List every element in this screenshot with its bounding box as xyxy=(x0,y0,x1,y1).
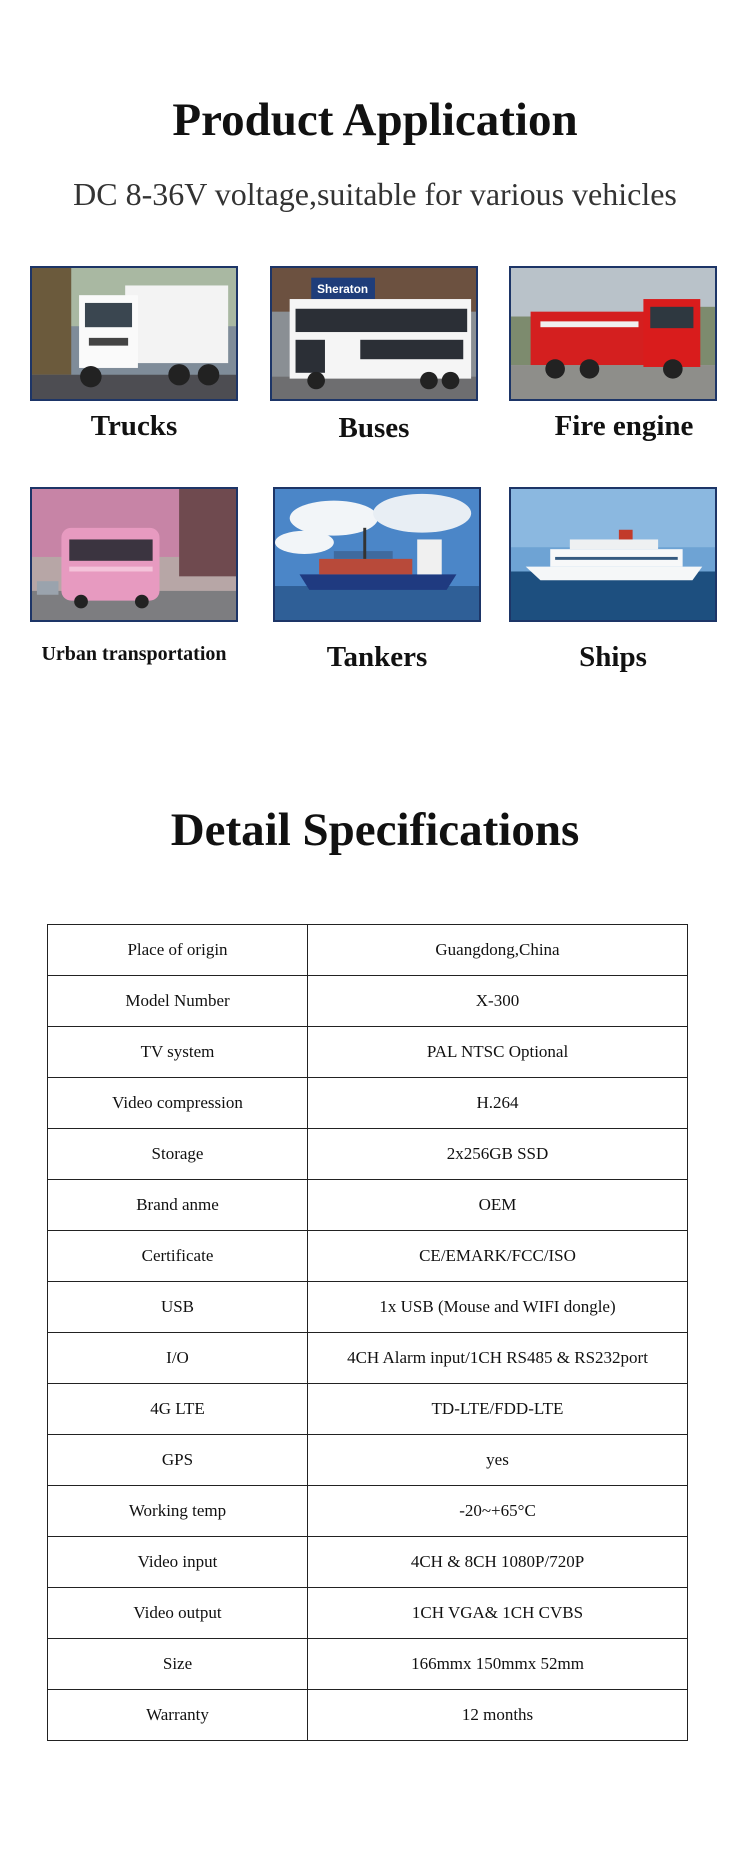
specifications-table xyxy=(47,924,688,1741)
caption-trucks: Trucks xyxy=(90,410,178,442)
spec-key: Warranty xyxy=(48,1690,308,1741)
spec-value: OEM xyxy=(308,1180,688,1231)
table-row xyxy=(48,1690,688,1741)
spec-key: Certificate xyxy=(48,1231,308,1282)
caption-buses: Buses xyxy=(338,412,410,444)
spec-value: CE/EMARK/FCC/ISO xyxy=(308,1231,688,1282)
fire-engine-photo xyxy=(509,266,717,401)
detail-specifications-title: Detail Specifications xyxy=(170,804,580,856)
spec-value: 4CH Alarm input/1CH RS485 & RS232port xyxy=(308,1333,688,1384)
spec-key: Storage xyxy=(48,1129,308,1180)
spec-value: 1x USB (Mouse and WIFI dongle) xyxy=(308,1282,688,1333)
spec-key: USB xyxy=(48,1282,308,1333)
table-row xyxy=(48,1384,688,1435)
spec-key: TV system xyxy=(48,1027,308,1078)
spec-key: Size xyxy=(48,1639,308,1690)
spec-value: yes xyxy=(308,1435,688,1486)
spec-value: -20~+65°C xyxy=(308,1486,688,1537)
spec-value: X-300 xyxy=(308,976,688,1027)
spec-key: Brand anme xyxy=(48,1180,308,1231)
caption-ships: Ships xyxy=(579,641,647,673)
spec-key: Place of origin xyxy=(48,925,308,976)
truck-photo xyxy=(30,266,238,401)
spec-value: Guangdong,China xyxy=(308,925,688,976)
table-row xyxy=(48,1231,688,1282)
spec-key: Video compression xyxy=(48,1078,308,1129)
table-row xyxy=(48,1129,688,1180)
table-row xyxy=(48,1078,688,1129)
table-row xyxy=(48,1639,688,1690)
table-row xyxy=(48,925,688,976)
table-row xyxy=(48,1333,688,1384)
table-row xyxy=(48,1435,688,1486)
spec-key: Model Number xyxy=(48,976,308,1027)
bus-photo xyxy=(270,266,478,401)
tram-photo xyxy=(30,487,238,622)
product-application-title: Product Application xyxy=(172,94,578,146)
cargo-ship-photo xyxy=(273,487,481,622)
caption-fire-engine: Fire engine xyxy=(554,410,694,442)
spec-key: GPS xyxy=(48,1435,308,1486)
spec-value: 1CH VGA& 1CH CVBS xyxy=(308,1588,688,1639)
spec-value: TD-LTE/FDD-LTE xyxy=(308,1384,688,1435)
table-row xyxy=(48,1537,688,1588)
spec-value: 166mmx 150mmx 52mm xyxy=(308,1639,688,1690)
caption-urban-transportation: Urban transportation xyxy=(41,643,227,665)
spec-key: 4G LTE xyxy=(48,1384,308,1435)
spec-value: PAL NTSC Optional xyxy=(308,1027,688,1078)
spec-value: 4CH & 8CH 1080P/720P xyxy=(308,1537,688,1588)
spec-value: 12 months xyxy=(308,1690,688,1741)
spec-value: H.264 xyxy=(308,1078,688,1129)
spec-key: I/O xyxy=(48,1333,308,1384)
cruise-ship-photo xyxy=(509,487,717,622)
sheraton-sign: Sheraton xyxy=(317,283,369,297)
table-row xyxy=(48,1588,688,1639)
table-row xyxy=(48,976,688,1027)
voltage-subtitle: DC 8-36V voltage,suitable for various vehicles xyxy=(73,176,677,212)
table-row xyxy=(48,1027,688,1078)
spec-key: Video output xyxy=(48,1588,308,1639)
spec-value: 2x256GB SSD xyxy=(308,1129,688,1180)
spec-key: Working temp xyxy=(48,1486,308,1537)
table-row xyxy=(48,1180,688,1231)
table-row xyxy=(48,1282,688,1333)
table-row xyxy=(48,1486,688,1537)
caption-tankers: Tankers xyxy=(326,641,428,673)
spec-key: Video input xyxy=(48,1537,308,1588)
